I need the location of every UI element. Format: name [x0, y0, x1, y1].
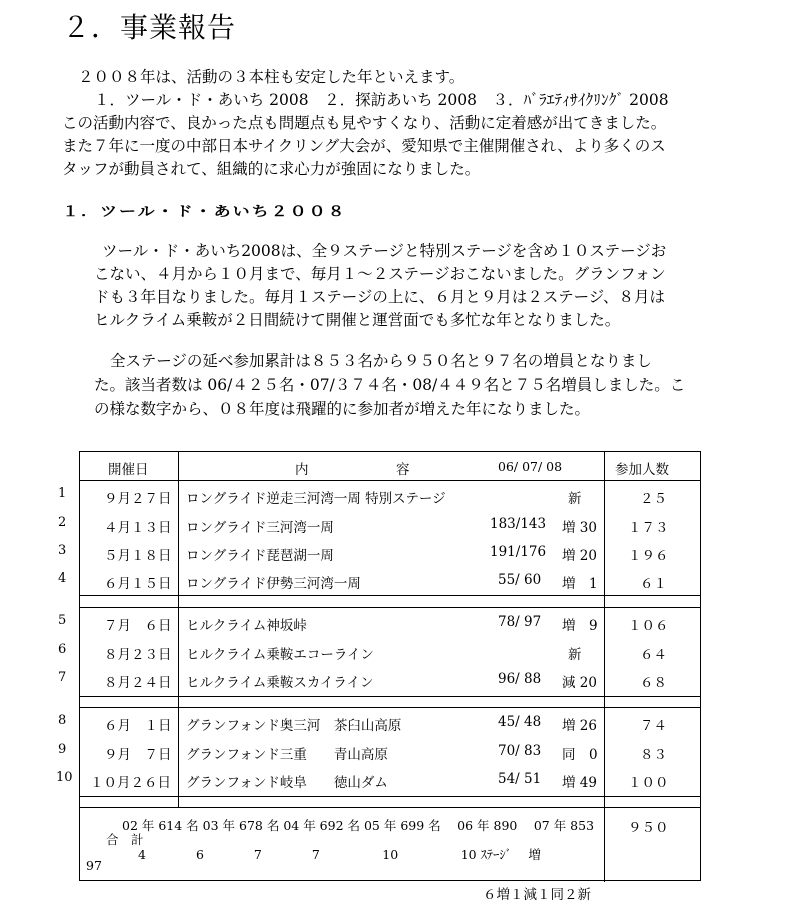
row-count: ２５ — [640, 491, 667, 507]
header-content-b: 容 — [396, 462, 410, 478]
para2-line-1: 全ステージの延べ参加累計は８５３名から９５０名と９７名の増員となりまし — [110, 352, 652, 370]
row-count: ７４ — [640, 718, 667, 734]
intro-line-1: ２００８年は、活動の３本柱も安定した年といえます。 — [78, 68, 465, 86]
row-name: ロングライド逆走三河湾一周 特別ステージ — [186, 491, 446, 507]
page-title: ２．事業報告 — [62, 11, 237, 44]
total-97: 97 — [86, 858, 102, 873]
row-diff: 新 — [568, 491, 582, 507]
stage-table — [79, 451, 701, 881]
row-diff: 増 49 — [562, 775, 597, 791]
row-ratio: 55/ 60 — [498, 572, 542, 588]
header-content-a: 内 — [295, 462, 309, 478]
row-diff: 減 20 — [562, 675, 597, 691]
row-number: 7 — [58, 670, 67, 685]
row-number: 9 — [58, 742, 67, 757]
row-count: ８３ — [640, 747, 667, 763]
summary-note: ６増１減１同２新 — [483, 887, 591, 903]
row-name: ロングライド伊勢三河湾一周 — [186, 576, 361, 592]
para2-line-2: た。該当者数は 06/４２５名・07/３７４名・08/４４９名と７５名増員しました。こ — [94, 376, 686, 394]
row-date: ４月１３日 — [104, 520, 172, 536]
row-diff: 増 30 — [562, 520, 597, 536]
row-count: ６８ — [640, 675, 667, 691]
row-date: ９月２７日 — [104, 491, 172, 507]
para1-line-4: ヒルクライム乗鞍が２日間続けて開催と運営面でも多忙な年となりました。 — [94, 311, 621, 329]
row-number: 8 — [58, 713, 67, 728]
row-name: ロングライド三河湾一周 — [186, 520, 334, 536]
row-date: ８月２４日 — [104, 675, 172, 691]
row-count: １９６ — [628, 548, 669, 564]
intro-line-5: タッフが動員されて、組織的に求心力が強固になりました。 — [62, 160, 481, 178]
row-count: ６１ — [640, 576, 667, 592]
row-ratio: 78/ 97 — [498, 614, 542, 630]
row-number: 5 — [58, 613, 67, 628]
total-line-1: 02 年 614 名 03 年 678 名 04 年 692 名 05 年 699 名 06 年 890 07 年 853 — [122, 818, 595, 833]
intro-line-4: また７年に一度の中部日本サイクリング大会が、愛知県で主催開催され、より多くのス — [62, 137, 666, 155]
row-ratio: 96/ 88 — [498, 671, 542, 687]
row-date: ５月１８日 — [104, 548, 172, 564]
total-label: 合 計 — [106, 832, 144, 847]
row-number: 6 — [58, 642, 67, 657]
intro-line-2: １．ツール・ド・あいち 2008 ２．探訪あいち 2008 ３．ﾊﾞﾗｴﾃｨｻｲｸﾘﾝｸﾞ 2008 — [94, 91, 669, 109]
row-count: ６４ — [640, 647, 667, 663]
header-count: 参加人数 — [615, 462, 669, 478]
row-number: 10 — [56, 770, 73, 785]
para1-line-3: ドも３年目なりました。毎月１ステージの上に、６月と９月は２ステージ、８月は — [94, 288, 666, 306]
section-title: １．ツール・ド・あいち２００８ — [62, 204, 347, 220]
header-compare: 06/ 07/ 08 — [498, 459, 563, 474]
para1-line-2: こない、４月から１０月まで、毎月１～２ステージおこないました。グランフォン — [94, 265, 666, 283]
row-number: 1 — [58, 486, 67, 501]
total-count: ９５０ — [628, 820, 669, 836]
para2-line-3: の様な数字から、０８年度は飛躍的に参加者が増えた年になりました。 — [94, 400, 591, 418]
header-date: 開催日 — [108, 462, 149, 478]
row-name: グランフォンド岐阜 徳山ダム — [186, 775, 388, 791]
row-diff: 増 9 — [562, 618, 598, 634]
row-name: ヒルクライム神坂峠 — [186, 618, 307, 634]
row-name: ロングライド琵琶湖一周 — [186, 548, 334, 564]
row-diff: 増 20 — [562, 548, 597, 564]
total-line-2: 4 6 7 7 10 10 ｽﾃｰｼﾞ 増 — [138, 847, 541, 862]
row-date: ９月 ７日 — [104, 747, 172, 763]
row-name: グランフォンド三重 青山高原 — [186, 747, 388, 763]
row-name: ヒルクライム乗鞍エコーライン — [186, 647, 374, 663]
row-number: 3 — [58, 543, 67, 558]
row-date: ６月１５日 — [104, 576, 172, 592]
intro-line-3: この活動内容で、良かった点も問題点も見やすくなり、活動に定着感が出てきました。 — [62, 114, 667, 132]
row-ratio: 54/ 51 — [498, 771, 542, 787]
row-diff: 同 0 — [562, 747, 598, 763]
row-count: １７３ — [628, 520, 669, 536]
row-diff: 新 — [568, 647, 582, 663]
row-date: １０月２６日 — [90, 775, 171, 791]
row-number: 4 — [58, 571, 67, 586]
row-count: １０６ — [628, 618, 669, 634]
row-count: １００ — [628, 775, 669, 791]
row-diff: 増 26 — [562, 718, 597, 734]
row-diff: 増 1 — [562, 576, 598, 592]
row-number: 2 — [58, 515, 67, 530]
row-date: ８月２３日 — [104, 647, 172, 663]
row-ratio: 183/143 — [490, 516, 547, 532]
row-ratio: 70/ 83 — [498, 743, 542, 759]
row-ratio: 45/ 48 — [498, 714, 542, 730]
para1-line-1: ツール・ド・あいち2008は、全９ステージと特別ステージを含め１０ステージお — [102, 242, 667, 260]
row-ratio: 191/176 — [490, 544, 547, 560]
row-date: ７月 ６日 — [104, 618, 172, 634]
row-name: ヒルクライム乗鞍スカイライン — [186, 675, 374, 691]
row-date: ６月 １日 — [104, 718, 172, 734]
row-name: グランフォンド奥三河 茶臼山高原 — [186, 718, 402, 734]
